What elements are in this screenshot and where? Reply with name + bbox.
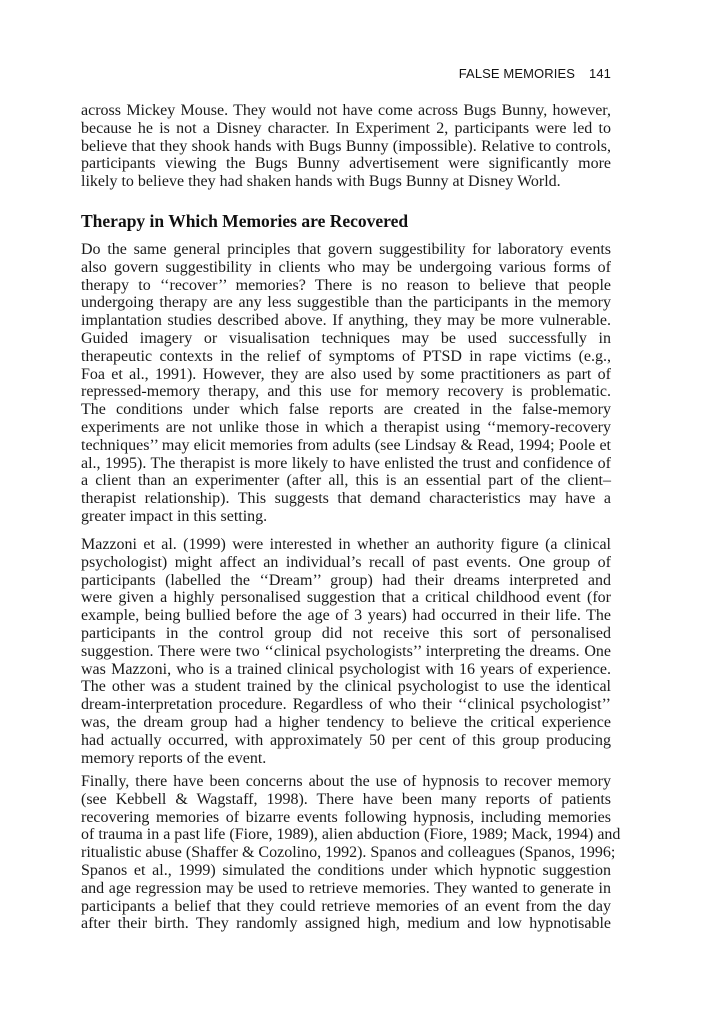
text-line: example, being bullied before the age of 3 years) had occurred in their life. The — [81, 607, 611, 625]
text-line: repressed-memory therapy, and this use for memory recovery is problematic. — [81, 383, 611, 401]
text-line: implantation studies described above. If anything, they may be more vulnerable. — [81, 312, 611, 330]
text-line: participants a belief that they could retrieve memories of an event from the day — [81, 897, 611, 915]
text-line: participants viewing the Bugs Bunny advertisement were significantly more — [81, 155, 611, 173]
text-line: therapeutic contexts in the relief of symptoms of PTSD in rape victims (e.g., — [81, 347, 611, 365]
text-line: ritualistic abuse (Shaffer & Cozolino, 1992). Spanos and colleagues (Spanos, 1996; — [81, 844, 616, 862]
text-line: psychologist) might affect an individual’s recall of past events. One group of — [81, 553, 611, 571]
text-line: likely to believe they had shaken hands with Bugs Bunny at Disney World. — [81, 173, 561, 191]
text-line: Finally, there have been concerns about the use of hypnosis to recover memory — [81, 773, 611, 790]
paragraph-1 — [81, 102, 611, 191]
text-line: was Mazzoni, who is a trained clinical psychologist with 16 years of experience. — [81, 660, 611, 678]
text-line: a client than an experimenter (after all, this is an essential part of the client– — [81, 472, 611, 490]
text-line: participants in the control group did not receive this sort of personalised — [81, 624, 611, 642]
text-line: participants (labelled the ‘‘Dream’’ group) had their dreams interpreted and — [81, 571, 611, 589]
text-line: suggestion. There were two ‘‘clinical psychologists’’ interpreting the dreams. One — [81, 642, 611, 660]
text-line: The other was a student trained by the clinical psychologist to use the identical — [81, 678, 611, 696]
text-line: greater impact in this setting. — [81, 507, 268, 525]
running-head — [459, 66, 611, 81]
text-line: Guided imagery or visualisation techniques may be used successfully in — [81, 329, 611, 347]
text-line: also govern suggestibility in clients who may be undergoing various forms of — [81, 258, 611, 276]
text-line: therapy to ‘‘recover’’ memories? There is no reason to believe that people — [81, 276, 611, 294]
text-line: dream-interpretation procedure. Regardless of who their ‘‘clinical psychologist’’ — [81, 696, 611, 714]
text-line: undergoing therapy are any less suggestible than the participants in the memory — [81, 294, 611, 312]
text-line: Spanos et al., 1999) simulated the conditions under which hypnotic suggestion — [81, 861, 611, 879]
text-line: was, the dream group had a higher tendency to believe the critical experience — [81, 713, 611, 731]
text-line: of trauma in a past life (Fiore, 1989), alien abduction (Fiore, 1989; Mack, 1994) and — [81, 826, 621, 844]
text-line: Foa et al., 1991). However, they are also used by some practitioners as part of — [81, 365, 611, 383]
section-heading: Therapy in Which Memories are Recovered — [81, 211, 409, 231]
text-line: Mazzoni et al. (1999) were interested in whether an authority figure (a clinical — [81, 536, 611, 553]
text-line: al., 1995). The therapist is more likely to have enlisted the trust and confidence of — [81, 454, 611, 472]
text-line: The conditions under which false reports are created in the false-memory — [81, 401, 611, 419]
paragraph-3 — [81, 536, 611, 767]
text-line: (see Kebbell & Wagstaff, 1998). There have been many reports of patients — [81, 790, 611, 808]
page-number: 141 — [589, 66, 611, 81]
text-line: had actually occurred, with approximately 50 per cent of this group producing — [81, 731, 611, 749]
text-line: recovering memories of bizarre events following hypnosis, including memories — [81, 808, 611, 826]
text-line: because he is not a Disney character. In Experiment 2, participants were led to — [81, 119, 611, 137]
text-line: after their birth. They randomly assigned high, medium and low hypnotisable — [81, 915, 611, 933]
paragraph-2 — [81, 241, 611, 526]
running-head-title: FALSE MEMORIES — [458, 66, 575, 81]
text-line: memory reports of the event. — [81, 749, 267, 767]
text-line: across Mickey Mouse. They would not have come across Bugs Bunny, however, — [81, 102, 611, 119]
text-line: and age regression may be used to retrieve memories. They wanted to generate in — [81, 879, 611, 897]
text-line: experiments are not unlike those in which a therapist using ‘‘memory-recovery — [81, 418, 611, 436]
paragraph-4 — [81, 773, 621, 933]
text-line: therapist relationship). This suggests that demand characteristics may have a — [81, 490, 611, 508]
text-line: techniques’’ may elicit memories from adults (see Lindsay & Read, 1994; Poole et — [81, 436, 611, 454]
text-line: Do the same general principles that govern suggestibility for laboratory events — [81, 241, 611, 258]
text-line: believe that they shook hands with Bugs Bunny (impossible). Relative to controls, — [81, 137, 611, 155]
text-line: were given a highly personalised suggestion that a critical childhood event (for — [81, 589, 611, 607]
